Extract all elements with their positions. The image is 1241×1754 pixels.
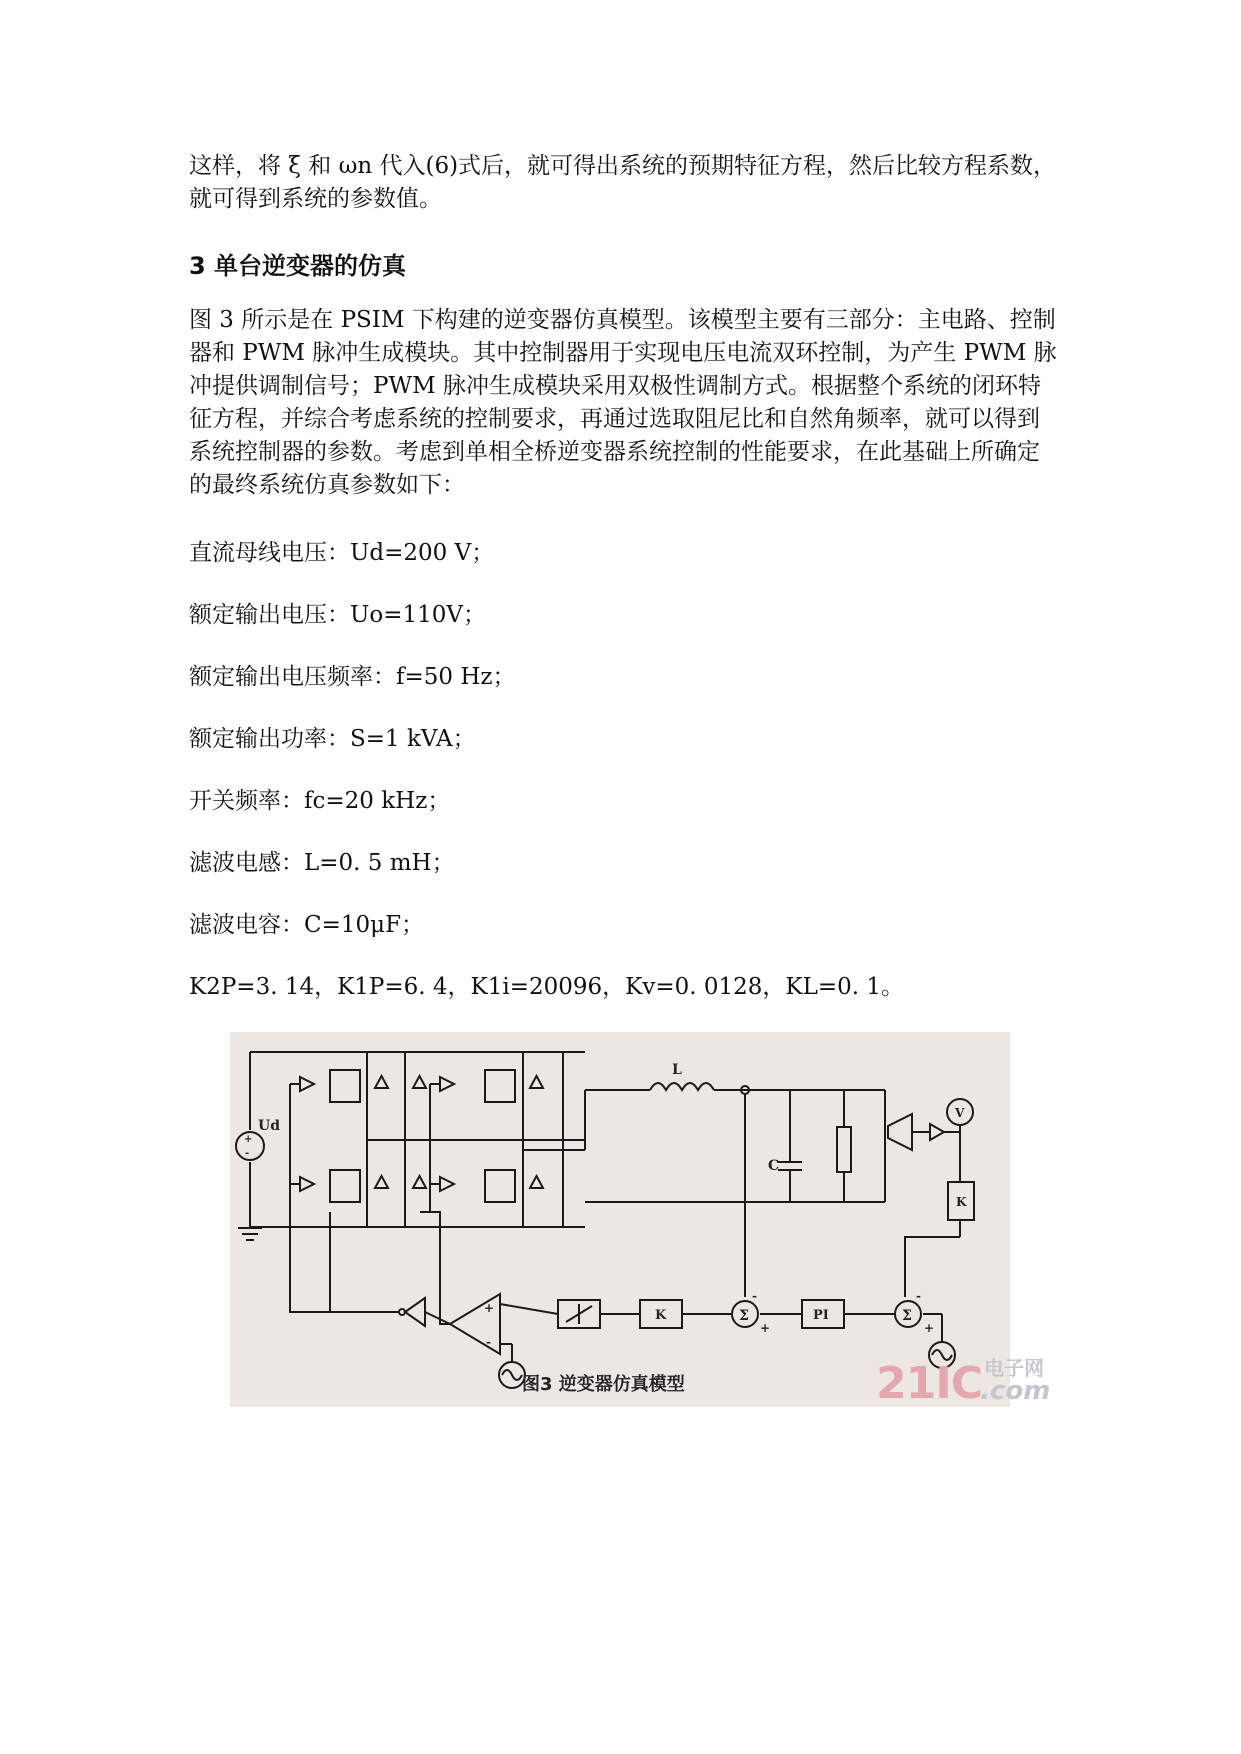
- svg-text:+: +: [760, 1321, 771, 1335]
- inverter-simulation-figure: [230, 1032, 1051, 1409]
- param-rated-output-voltage: 额定输出电压：Uo=110V；: [189, 602, 487, 628]
- svg-text:-: -: [245, 1148, 250, 1159]
- label-pi-block: PI: [813, 1308, 829, 1323]
- svg-text:+: +: [484, 1301, 495, 1315]
- svg-text:-: -: [916, 1289, 921, 1303]
- watermark-logo: [876, 1356, 1051, 1409]
- label-voltmeter: V: [955, 1106, 965, 1120]
- svg-text:-: -: [752, 1289, 757, 1303]
- param-dc-bus-voltage: 直流母线电压：Ud=200 V；: [189, 540, 495, 566]
- label-inductor: L: [672, 1062, 682, 1078]
- param-controller-gains: K2P=3. 14，K1P=6. 4，K1i=20096，Kv=0. 0128，KL=0. 1。: [189, 974, 904, 1000]
- intro-paragraph: 这样，将 ξ 和 ωn 代入(6)式后，就可得出系统的预期特征方程，然后比较方程系数，就可得到系统的参数值。: [189, 153, 1057, 212]
- svg-text:Σ: Σ: [902, 1308, 912, 1324]
- svg-text:+: +: [244, 1134, 253, 1145]
- svg-text:-: -: [486, 1335, 491, 1349]
- svg-text:Σ: Σ: [739, 1308, 749, 1324]
- param-filter-inductor: 滤波电感：L=0. 5 mH；: [189, 850, 455, 876]
- param-rated-power: 额定输出功率：S=1 kVA；: [189, 726, 476, 752]
- watermark-sub: 电子网: [984, 1356, 1045, 1380]
- section-heading: 3 单台逆变器的仿真: [189, 252, 407, 280]
- carrier-source-icon: [502, 1370, 522, 1380]
- watermark-domain: .com: [980, 1376, 1051, 1406]
- description-paragraph: 图 3 所示是在 PSIM 下构建的逆变器仿真模型。该模型主要有三部分：主电路、控制器和 PWM 脉冲生成模块。其中控制器用于实现电压电流双环控制，为产生 PWM 脉冲提供调制信号；PWM 脉冲生成模块采用双极性调制方式。根据整个系统的闭环特征方程，并综合考虑系统的控制要求，再通过选取阻尼比和自然角频率，就可以得到系统控制器的参数。考虑到单相全桥逆变器系统控制的性能要求，在此基础上所确定的最终系统仿真参数如下：: [189, 307, 1057, 498]
- param-switching-frequency: 开关频率：fc=20 kHz；: [189, 788, 451, 814]
- svg-text:+: +: [924, 1321, 935, 1335]
- figure-caption: 图3 逆变器仿真模型: [522, 1374, 685, 1395]
- label-source-ud: Ud: [258, 1118, 280, 1134]
- label-forward-gain: K: [655, 1308, 667, 1323]
- param-output-frequency: 额定输出电压频率：f=50 Hz；: [189, 664, 516, 690]
- label-sensor-gain: K: [956, 1195, 967, 1209]
- param-filter-capacitor: 滤波电容：C=10μF；: [189, 912, 425, 938]
- watermark-main: 21IC: [876, 1358, 982, 1409]
- label-capacitor: C: [768, 1158, 780, 1174]
- circuit-diagram: [230, 1032, 1010, 1407]
